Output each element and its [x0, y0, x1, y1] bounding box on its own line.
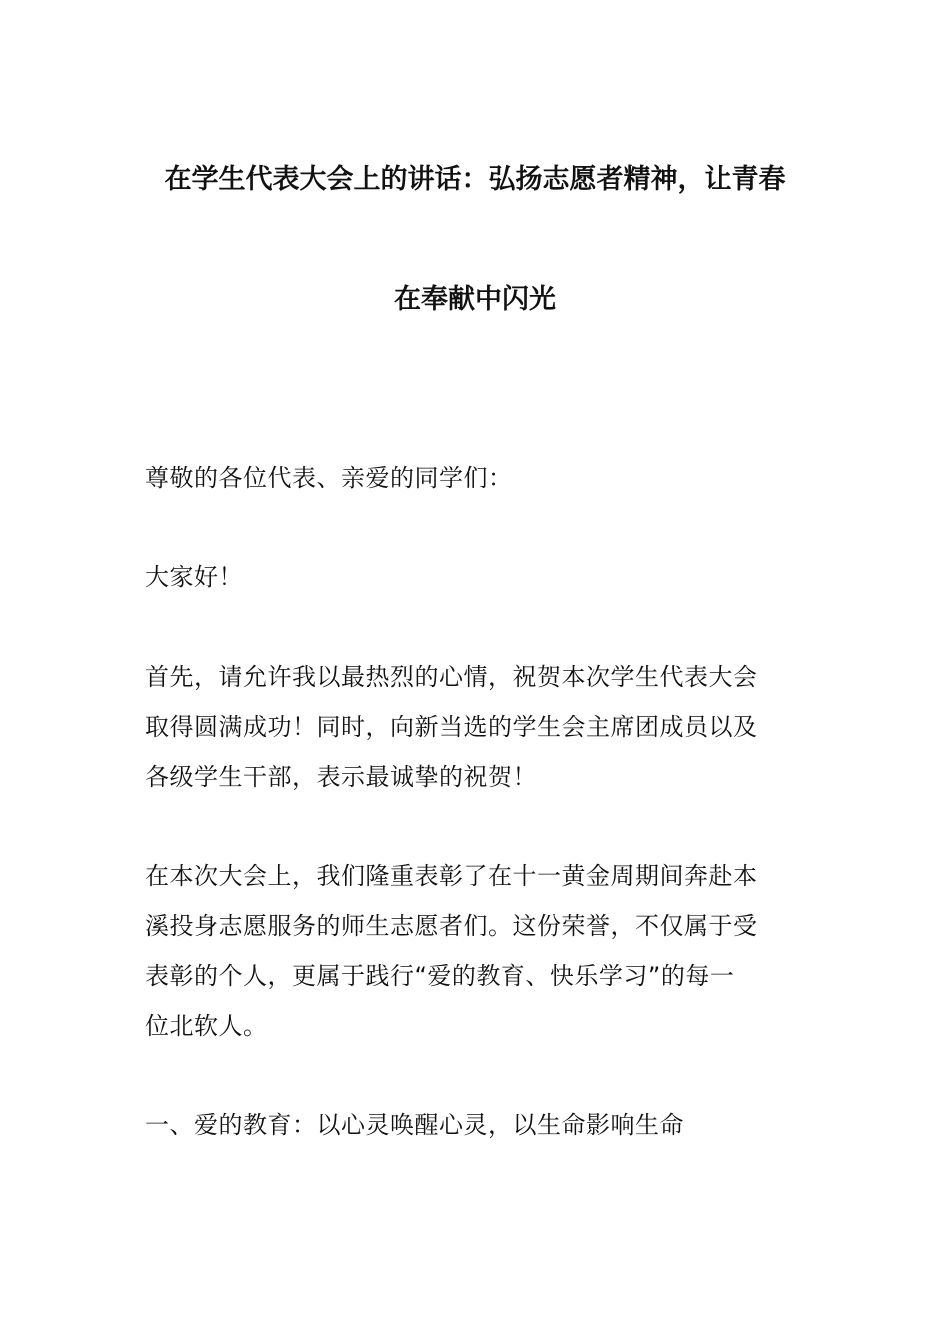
paragraph-line: 取得圆满成功！同时，向新当选的学生会主席团成员以及: [145, 713, 758, 741]
salutation-text: 尊敬的各位代表、亲爱的同学们：: [145, 464, 513, 492]
paragraph-line: 各级学生干部，表示最诚挚的祝贺！: [145, 763, 537, 791]
greeting-text: 大家好！: [145, 563, 243, 591]
section-heading-text: 一、爱的教育：以心灵唤醒心灵，以生命影响生命: [145, 1111, 684, 1139]
paragraph-line: 在本次大会上，我们隆重表彰了在十一黄金周期间奔赴本: [145, 862, 758, 890]
paragraph-line: 溪投身志愿服务的师生志愿者们。这份荣誉，不仅属于受: [145, 912, 758, 940]
paragraph-line: 表彰的个人，更属于践行“爱的教育、快乐学习”的每一: [145, 962, 735, 990]
paragraph-line: 首先，请允许我以最热烈的心情，祝贺本次学生代表大会: [145, 663, 758, 691]
document-title-line-1: 在学生代表大会上的讲话：弘扬志愿者精神，让青春: [164, 164, 786, 195]
paragraph-congratulations: [145, 652, 809, 802]
section-heading: [145, 1100, 809, 1150]
paragraph-volunteers: [145, 851, 809, 1051]
document-title-line-2: 在奉献中闪光: [394, 284, 556, 315]
salutation: [145, 453, 809, 503]
greeting: [145, 552, 809, 602]
paragraph-line: 位北软人。: [145, 1012, 268, 1040]
